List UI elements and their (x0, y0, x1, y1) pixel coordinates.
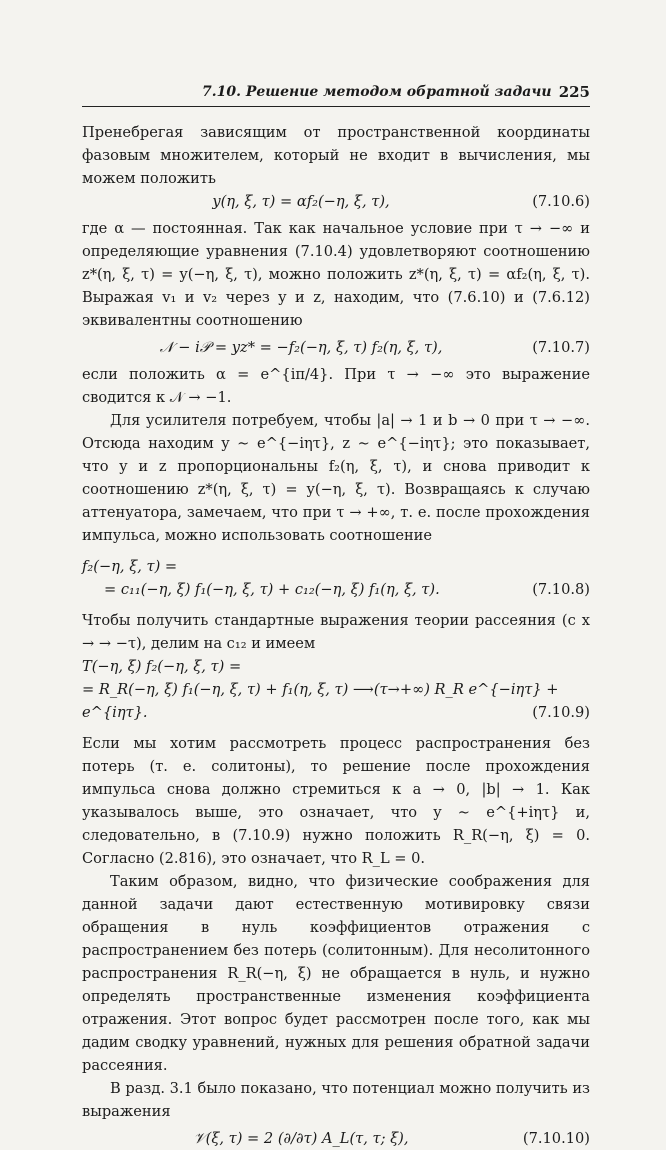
equation-line: f₂(−η, ξ, τ) = (82, 558, 178, 575)
paragraph: Пренебрегая зависящим от пространственной координаты фазовым множителем, который не входит в вычисления, мы можем положить (82, 124, 590, 187)
equation-number: (7.10.9) (532, 704, 590, 721)
paragraph: Чтобы получить стандартные выражения теории рассеяния (с x → → −τ), делим на c₁₂ и имеем (82, 612, 590, 652)
equation-number: (7.10.6) (532, 193, 590, 210)
page-body (82, 121, 590, 1150)
page-number: 225 (558, 83, 590, 101)
equation-number: (7.10.7) (532, 339, 590, 356)
equation-number: (7.10.8) (532, 581, 590, 598)
equation-7-10-7 (82, 336, 590, 359)
equation-line: T(−η, ξ) f₂(−η, ξ, τ) = (82, 658, 242, 675)
paragraph: Для усилителя потребуем, чтобы |a| → 1 и b → 0 при τ → −∞. Отсюда находим y ∼ e^{−iητ}, z ∼ e^{−iητ}; это показывает, что y и z пропорциональны f₂(η, ξ, τ), и снова приводит к соотношению z*(η, ξ, τ) = y(−η, ξ, τ). Возвращаясь к случаю аттенуатора, замечаем, что при τ → +∞, т. е. после прохождения импульса, можно использовать соотношение (82, 412, 590, 544)
equation-text: y(η, ξ, τ) = αf₂(−η, ξ, τ), (212, 193, 390, 210)
equation-7-10-8 (82, 555, 590, 601)
equation-text: 𝒱(ξ, τ) = 2 (∂/∂τ) A_L(τ, τ; ξ), (193, 1130, 409, 1147)
equation-text: 𝒩 − i𝒫 = yz* = −f₂(−η, ξ, τ) f₂(η, ξ, τ), (159, 339, 443, 356)
equation-line: = c₁₁(−η, ξ) f₁(−η, ξ, τ) + c₁₂(−η, ξ) f₁(η, ξ, τ). (104, 581, 440, 598)
equation-7-10-9 (82, 655, 590, 724)
paragraph: Если мы хотим рассмотреть процесс распространения без потерь (т. е. солитоны), то решение после прохождения импульса снова должно стремиться к a → 0, |b| → 1. Как указывалось выше, это означает, что y ∼ e^{+iητ} и, следовательно, в (7.10.9) нужно положить R_R(−η, ξ) = 0. Согласно (2.816), это означает, что R_L = 0. (82, 735, 590, 867)
paragraph: где α — постоянная. Так как начальное условие при τ → −∞ и определяющие уравнения (7.10.4) удовлетворяют соотношению z*(η, ξ, τ) = y(−η, ξ, τ), можно положить z*(η, ξ, τ) = αf₂(η, ξ, τ). Выражая v₁ и v₂ через y и z, находим, что (7.6.10) и (7.6.12) эквивалентны соотношению (82, 220, 590, 329)
equation-7-10-10 (82, 1127, 590, 1150)
running-head: 7.10. Решение методом обратной задачи (202, 84, 552, 100)
equation-line: = R_R(−η, ξ) f₁(−η, ξ, τ) + f₁(η, ξ, τ) ⟶(τ→+∞) R_R e^{−iητ} + e^{iητ}. (82, 681, 559, 721)
equation-7-10-6 (82, 190, 590, 213)
paragraph: если положить α = e^{iπ/4}. При τ → −∞ это выражение сводится к 𝒩 → −1. (82, 366, 590, 406)
page-header (82, 80, 590, 107)
paragraph: В разд. 3.1 было показано, что потенциал можно получить из выражения (82, 1080, 590, 1120)
paragraph: Таким образом, видно, что физические соображения для данной задачи дают естественную мотивировку связи обращения в нуль коэффициентов отражения с распространением без потерь (солитонным). Для несолитонного распространения R_R(−η, ξ) не обращается в нуль, и нужно определять пространственные изменения коэффициента отражения. Этот вопрос будет рассмотрен после того, как мы дадим сводку уравнений, нужных для решения обратной задачи рассеяния. (82, 873, 590, 1074)
equation-number: (7.10.10) (522, 1130, 590, 1147)
